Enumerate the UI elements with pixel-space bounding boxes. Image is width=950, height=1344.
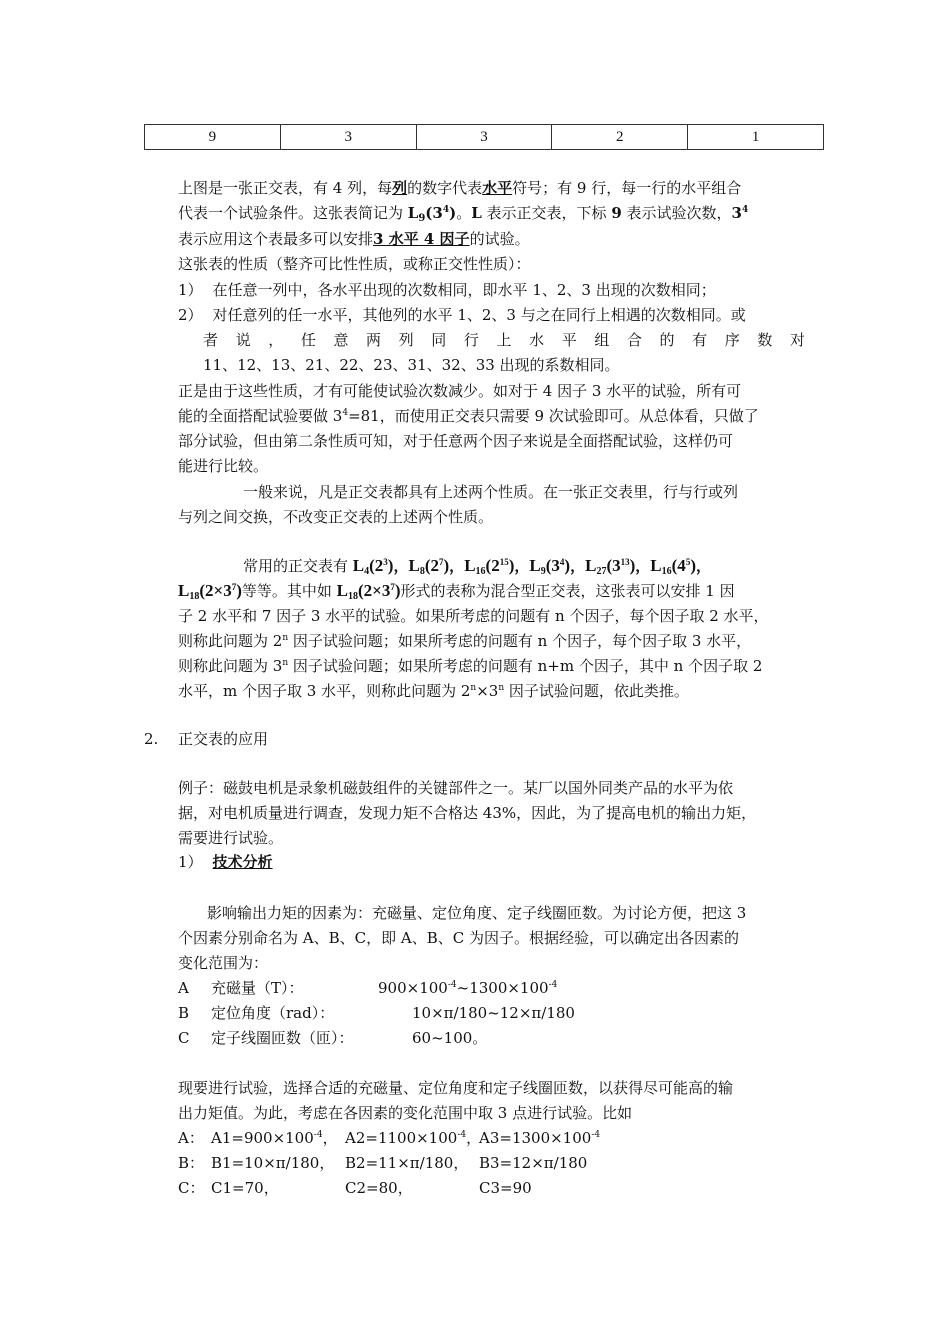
table-notation-l18-mixed: $L_{18}(2\times 3^7)$ [336, 581, 401, 602]
char: 者 [203, 331, 219, 349]
level-label: C： [178, 1179, 205, 1197]
separator: ， [635, 557, 651, 575]
emphasis-level: 水平 [482, 179, 513, 197]
para4-line-5 [178, 655, 762, 677]
subsection-heading [178, 851, 273, 873]
text: (3 [425, 204, 443, 222]
char: 平 [561, 331, 577, 349]
char: 对 [789, 331, 805, 349]
factor-range: 10×π/180~12×π/180 [412, 1004, 575, 1022]
para4-line-1 [243, 555, 711, 577]
level-value: B3=12×π/180 [479, 1154, 588, 1172]
text: 9 [611, 204, 622, 222]
char: 的 [659, 331, 675, 349]
level-value: $A1=900\times 100^{-4}$， [211, 1129, 338, 1147]
text: 能的全面搭配试验要做 3 [178, 407, 343, 425]
para3-line-1: 一般来说，凡是正交表都具有上述两个性质。在一张正交表里，行与行或列 [243, 483, 739, 501]
para4-line-3: 子 2 水平和 7 因子 3 水平的试验。如果所考虑的问题有 n 个因子，每个因子取 2 水平， [178, 607, 769, 625]
text: 的试验。 [469, 230, 530, 248]
text: 对任意列的任一水平，其他列的水平 1、2、3 与之在同行上相遇的次数相同。或 [212, 306, 746, 324]
factor-range: 60~100。 [412, 1029, 488, 1047]
superscript: 4 [741, 205, 749, 215]
text: 符号；有 9 行，每一行的水平组合 [512, 179, 742, 197]
text: 表示试验次数， [621, 204, 732, 222]
char: 序 [724, 331, 740, 349]
level-value: B2=11×π/180， [345, 1154, 469, 1172]
factor-range: $900\times 100^{-4}\sim 1300\times 100^{-4}$ [378, 979, 558, 997]
level-value: $A2=1100\times 100^{-4}$， [345, 1129, 482, 1147]
property-2-line-2 [203, 329, 805, 351]
para2-line-2 [178, 405, 759, 427]
factors-line-2: 个因素分别命名为 A、B、C，即 A、B、C 为因子。根据经验，可以确定出各因素的 [178, 929, 739, 947]
table-notation-l9: $L_9(3^4)$ [529, 556, 571, 577]
level-value: C3=90 [479, 1179, 532, 1197]
char: 任 [300, 331, 316, 349]
text: 等等。其中如 [241, 582, 337, 600]
text: 水平，m 个因子取 3 水平，则称此问题为 2 [178, 682, 471, 700]
factors-line-1: 影响输出力矩的因素为：充磁量、定位角度、定子线圈匝数。为讨论方便，把这 3 [207, 904, 747, 922]
text: 形式的表称为混合型正交表，这张表可以安排 1 因 [400, 582, 735, 600]
text: 的数字代表 [407, 179, 483, 197]
level-value: C1=70， [211, 1179, 279, 1197]
section-title: 正交表的应用 [178, 730, 269, 748]
char: 说 [235, 331, 251, 349]
table-cell: 9 [145, 125, 281, 150]
intro-line-1 [178, 177, 741, 199]
factor-letter: B [178, 1004, 190, 1022]
section-number: 2. [144, 730, 159, 748]
level-value: C2=80， [345, 1179, 413, 1197]
text: 则称此问题为 3 [178, 657, 283, 675]
experiment-line-2: 出力矩值。为此，考虑在各因素的变化范围中取 3 点进行试验。比如 [178, 1104, 633, 1122]
text: L [471, 204, 482, 222]
text: 在任意一列中，各水平出现的次数相同，即水平 1、2、3 出现的次数相同； [212, 281, 716, 299]
separator: ， [570, 557, 586, 575]
separator: ， [514, 557, 530, 575]
text: =81，而使用正交表只需要 9 次试验即可。从总体看，只做了 [348, 407, 759, 425]
property-1 [178, 279, 716, 301]
level-label: A： [178, 1129, 204, 1147]
example-line-1: 例子：磁鼓电机是录象机磁鼓组件的关键部件之一。某厂以国外同类产品的水平为依 [178, 779, 734, 797]
table-notation-l4: $L_4(2^3)$ [352, 556, 394, 577]
text: 表示应用这个表最多可以安排 [178, 230, 374, 248]
separator: ， [695, 557, 711, 575]
table-notation-l27: $L_{27}(3^{13})$ [585, 556, 636, 577]
emphasis-column: 列 [392, 179, 408, 197]
text: 。 [456, 204, 472, 222]
intro-line-4: 这张表的性质（整齐可比性性质，或称正交性性质）： [178, 255, 531, 273]
level-label: B： [178, 1154, 205, 1172]
superscript: n [470, 683, 477, 693]
para2-line-1: 正是由于这些性质，才有可能使试验次数减少。如对于 4 因子 3 水平的试验，所有可 [178, 382, 742, 400]
char: 有 [692, 331, 708, 349]
table-cell: 3 [416, 125, 552, 150]
text: ×3 [476, 682, 499, 700]
table-row [145, 125, 824, 150]
text: 则称此问题为 2 [178, 632, 283, 650]
orthogonal-table-last-row [144, 124, 824, 150]
list-number: 1） [178, 281, 203, 299]
table-notation-l16-4: $L_{16}(4^5)$ [650, 556, 696, 577]
text: 表示正交表，下标 [481, 204, 612, 222]
para4-line-4 [178, 630, 751, 652]
separator: ， [449, 557, 465, 575]
char: 上 [496, 331, 512, 349]
superscript: 4 [442, 205, 450, 215]
separator: ， [393, 557, 409, 575]
char: 合 [626, 331, 642, 349]
table-notation-l18: $L_{18}(2\times 3^7)$ [178, 581, 242, 602]
experiment-line-1: 现要进行试验，选择合适的充磁量、定位角度和定子线圈匝数，以获得尽可能高的输 [178, 1079, 734, 1097]
intro-line-2 [178, 202, 748, 224]
intro-line-3 [178, 228, 530, 250]
level-value: B1=10×π/180， [211, 1154, 335, 1172]
text: ) [449, 204, 457, 222]
char: 行 [463, 331, 479, 349]
text: 因子试验问题；如果所考虑的问题有 n 个因子，每个因子取 3 水平， [288, 632, 752, 650]
text: 常用的正交表有 [243, 557, 353, 575]
factor-name: 定位角度（rad）： [211, 1004, 335, 1022]
table-notation-l16: $L_{16}(2^{15})$ [464, 556, 515, 577]
char: 水 [529, 331, 545, 349]
factor-letter: C [178, 1029, 190, 1047]
para4-line-6 [178, 680, 689, 702]
level-value: $A3=1300\times 100^{-4}$ [479, 1129, 601, 1147]
text: 上图是一张正交表，有 4 列，每 [178, 179, 393, 197]
char: 意 [333, 331, 349, 349]
property-2-line-3: 11、12、13、21、22、23、31、32、33 出现的系数相同。 [203, 356, 620, 374]
example-line-3: 需要进行试验。 [178, 829, 284, 847]
table-cell: 3 [280, 125, 416, 150]
superscript: n [282, 633, 289, 643]
char: 数 [757, 331, 773, 349]
factor-name: 定子线圈匝数（匝）： [211, 1029, 354, 1047]
emphasis-design: 3 水平 4 因子 [373, 230, 470, 248]
property-2-line-1 [178, 304, 746, 326]
table-cell: 2 [552, 125, 688, 150]
factors-line-3: 变化范围为： [178, 954, 269, 972]
char: 组 [594, 331, 610, 349]
para3-line-2: 与列之间交换，不改变正交表的上述两个性质。 [178, 508, 494, 526]
subscript: 9 [418, 213, 426, 224]
list-number: 2） [178, 306, 203, 324]
table-notation: L [407, 204, 419, 222]
text: 3 [731, 204, 742, 222]
table-cell: 1 [688, 125, 824, 150]
char: 两 [366, 331, 382, 349]
text: 代表一个试验条件。这张表简记为 [178, 204, 408, 222]
subsection-title: 技术分析 [212, 853, 273, 871]
superscript: n [498, 683, 505, 693]
superscript: n [282, 658, 289, 668]
factor-name: 充磁量（T）： [211, 979, 304, 997]
para4-line-2 [178, 580, 735, 602]
char: 同 [431, 331, 447, 349]
superscript: 4 [342, 408, 349, 418]
para2-line-3: 部分试验，但由第二条性质可知，对于任意两个因子来说是全面搭配试验，这样仍可 [178, 432, 734, 450]
factor-letter: A [178, 979, 189, 997]
list-number: 1） [178, 853, 203, 871]
char: 列 [398, 331, 414, 349]
text: 因子试验问题，依此类推。 [504, 682, 689, 700]
para2-line-4: 能进行比较。 [178, 457, 269, 475]
table-notation-l8: $L_8(2^7)$ [408, 556, 450, 577]
char: ， [268, 331, 284, 349]
text: 因子试验问题；如果所考虑的问题有 n+m 个因子，其中 n 个因子取 2 [288, 657, 763, 675]
example-line-2: 据，对电机质量进行调查，发现力矩不合格达 43%，因此，为了提高电机的输出力矩， [178, 804, 757, 822]
